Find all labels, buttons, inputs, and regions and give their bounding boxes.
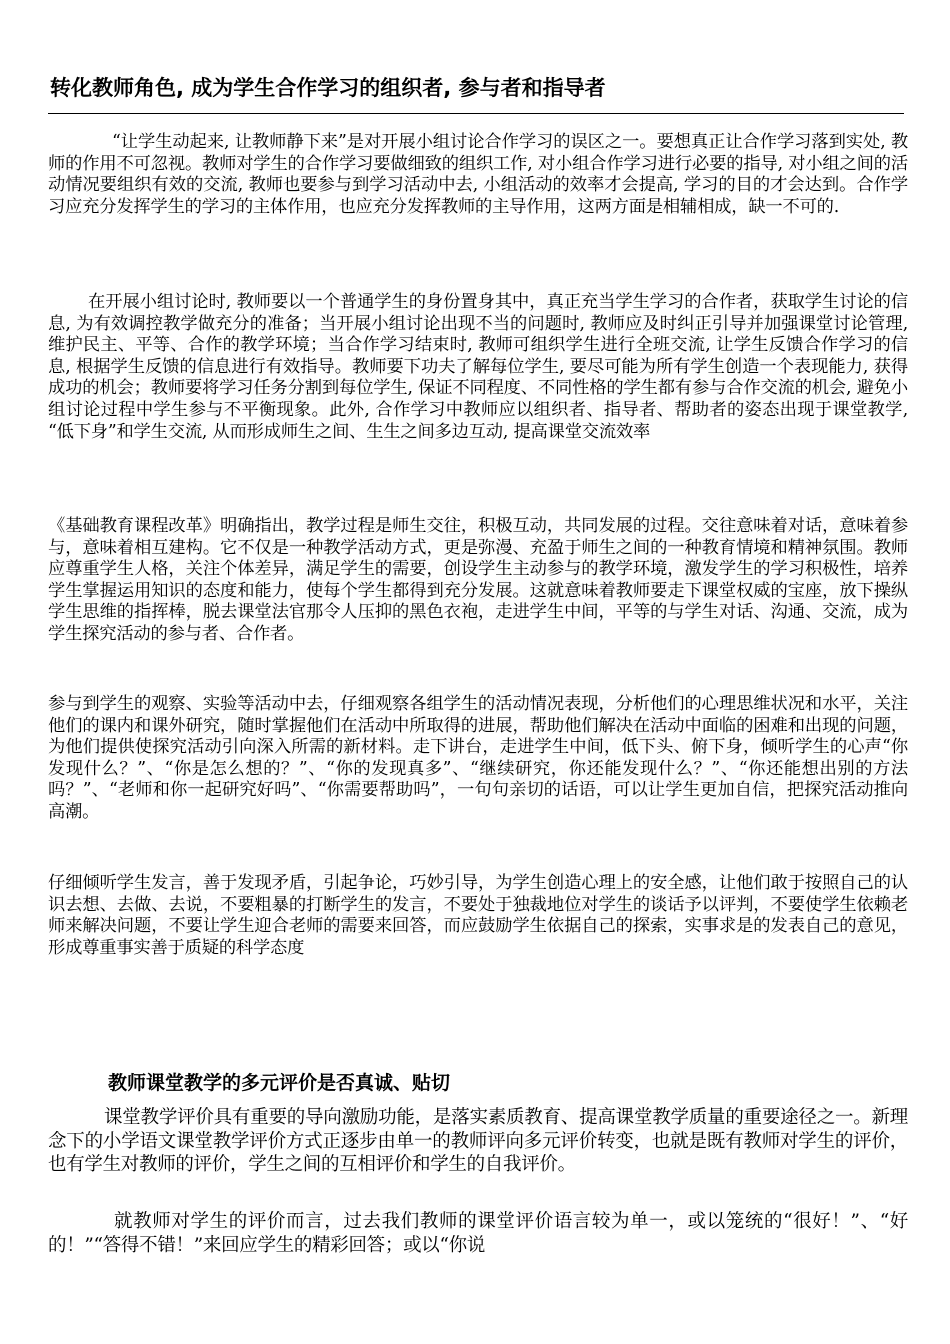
body-paragraph: 课堂教学评价具有重要的导向激励功能，是落实素质教育、提高课堂教学质量的重要途径之一。新理念下的小学语文课堂教学评价方式正逐步由单一的教师评向多元评价转变，也就是既有教师对学生的评价，也有学生对教师的评价，学生之间的互相评价和学生的自我评价。 [48, 1107, 908, 1175]
section-subtitle: 教师课堂教学的多元评价是否真诚、贴切 [108, 1072, 451, 1094]
body-paragraph: 参与到学生的观察、实验等活动中去，仔细观察各组学生的活动情况表现，分析他们的心理思维状况和水平，关注他们的课内和课外研究，随时掌握他们在活动中所取得的进展，帮助他们解决在活动中面临的困难和出现的问题，为他们提供使探究活动引向深入所需的新材料。走下讲台，走进学生中间，低下头、俯下身，倾听学生的心声“你发现什么？”、“你是怎么想的？”、“你的发现真多”、“继续研究，你还能发现什么？”、“你还能想出别的方法吗？”、“老师和你一起研究好吗”、“你需要帮助吗”，一句句亲切的话语，可以让学生更加自信，把探究活动推向高潮。 [48, 694, 908, 822]
body-paragraph: “让学生动起来, 让教师静下来”是对开展小组讨论合作学习的误区之一。要想真正让合作学习落到实处, 教师的作用不可忽视。教师对学生的合作学习要做细致的组织工作, 对小组合作学习进行必要的指导, 对小组之间的活动情况要组织有效的交流, 教师也要参与到学习活动中去, 小组活动的效率才会提高, 学习的目的才会达到。合作学习应充分发挥学生的学习的主体作用，也应充分发挥教师的主导作用，这两方面是相辅相成，缺一不可的. [48, 132, 908, 217]
section-title: 转化教师角色, 成为学生合作学习的组织者, 参与者和指导者 [50, 76, 606, 100]
body-paragraph: 就教师对学生的评价而言，过去我们教师的课堂评价语言较为单一，或以笼统的“很好！”、“好的！”“答得不错！”来回应学生的精彩回答；或以“你说 [48, 1211, 908, 1256]
body-paragraph: 《基础教育课程改革》明确指出，教学过程是师生交往，积极互动，共同发展的过程。交往意味着对话，意味着参与，意味着相互建构。它不仅是一种教学活动方式，更是弥漫、充盈于师生之间的一种教育情境和精神氛围。教师应尊重学生人格，关注个体差异，满足学生的需要，创设学生主动参与的教学环境，激发学生的学习积极性，培养学生掌握运用知识的态度和能力，使每个学生都得到充分发展。这就意味着教师要走下课堂权威的宝座，放下操纵学生思维的指挥棒，脱去课堂法官那令人压抑的黑色衣袍，走进学生中间，平等的与学生对话、沟通、交流，成为学生探究活动的参与者、合作者。 [48, 516, 908, 644]
body-paragraph: 在开展小组讨论时, 教师要以一个普通学生的身份置身其中，真正充当学生学习的合作者，获取学生讨论的信息, 为有效调控教学做充分的准备；当开展小组讨论出现不当的问题时, 教师应及时纠正引导并加强课堂讨论管理, 维护民主、平等、合作的教学环境；当合作学习结束时, 教师可组织学生进行全班交流, 让学生反馈合作学习的信息, 根据学生反馈的信息进行有效指导。教师要下功夫了解每位学生, 要尽可能为所有学生创造一个表现能力, 获得成功的机会；教师要将学习任务分割到每位学生, 保证不同程度、不同性格的学生都有参与合作交流的机会, 避免小组讨论过程中学生参与不平衡现象。此外, 合作学习中教师应以组织者、指导者、帮助者的姿态出现于课堂教学, “低下身”和学生交流, 从而形成师生之间、生生之间多边互动, 提高课堂交流效率 [48, 292, 908, 442]
title-divider [48, 113, 904, 114]
body-paragraph: 仔细倾听学生发言，善于发现矛盾，引起争论，巧妙引导，为学生创造心理上的安全感，让他们敢于按照自己的认识去想、去做、去说，不要粗暴的打断学生的发言，不要处于独裁地位对学生的谈话予以评判，不要使学生依赖老师来解决问题，不要让学生迎合老师的需要来回答，而应鼓励学生依据自己的探索，实事求是的发表自己的意见，形成尊重事实善于质疑的科学态度 [48, 873, 908, 958]
